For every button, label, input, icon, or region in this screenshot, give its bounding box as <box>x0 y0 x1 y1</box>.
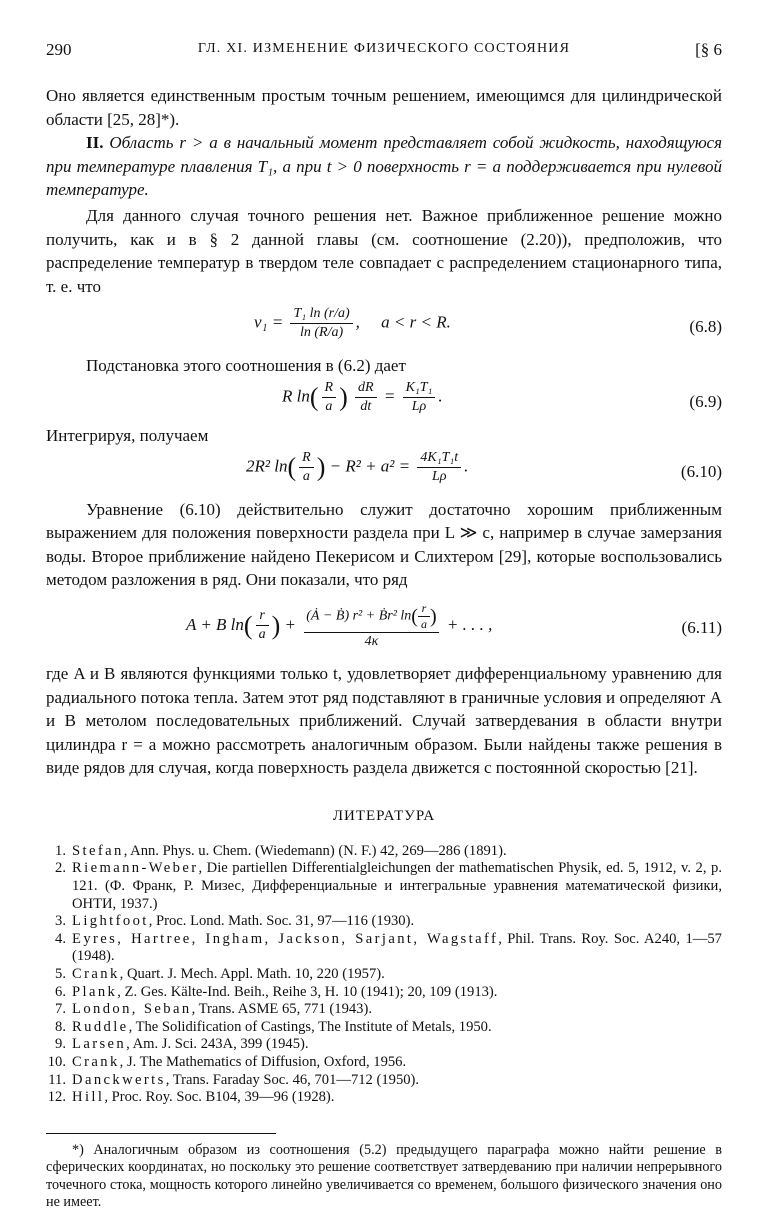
reference-item <box>46 860 722 913</box>
reference-author: Crank <box>72 966 120 983</box>
eq69-f1-num: R <box>322 380 337 398</box>
reference-item <box>46 966 722 984</box>
reference-citation: , Proc. Lond. Math. Soc. 31, 97—116 (1930). <box>148 913 415 930</box>
case-2-statement <box>46 131 722 202</box>
reference-author: Larsen <box>72 1036 127 1053</box>
reference-number: 9. <box>55 1036 66 1053</box>
eq610-number: (6.10) <box>680 461 722 481</box>
reference-citation: , J. The Mathematics of Diffusion, Oxford, 1956. <box>119 1054 407 1070</box>
eq611-denominator: 4κ <box>364 633 379 649</box>
reference-author: Danckwerts <box>72 1071 166 1088</box>
eq610-lhs: 2R² ln <box>246 455 288 475</box>
page-number: 290 <box>46 40 72 59</box>
reference-author: Ruddle <box>72 1018 129 1035</box>
equation-6-8 <box>46 302 722 350</box>
eq610-f2-den: Lρ <box>431 468 447 484</box>
reference-number: 12. <box>47 1089 66 1106</box>
reference-item <box>46 931 722 966</box>
eq611-f1-den: a <box>258 627 266 643</box>
eq611-lhs: A + B ln <box>186 614 244 634</box>
paragraph-2: Для данного случая точного решения нет. Важное приближенное решение можно получить, как и в § 2 данной главы (см. соотношение (2.20)), предположив, что распределение температур в твердом теле совпадает с распределением стационарного типа, т. е. что <box>46 205 722 296</box>
reference-author: Plank <box>72 983 118 1000</box>
reference-citation: , Proc. Roy. Soc. B104, 39—96 (1928). <box>104 1089 335 1106</box>
eq69-f3-num: K₁T₁ <box>403 380 436 398</box>
paragraph-1: Оно является единственным простым точным решением, имеющимся для цилиндрической области [25, 28]*). <box>46 86 722 129</box>
eq69-f2-num: dR <box>355 380 377 398</box>
equation-6-9: R ln( $\frac{R}{a}$ ) $\frac{dR}{dt}$ = $\frac{\text{K₁T₁}}{L\rho}$ . (6.9) <box>282 379 722 414</box>
paragraph-6: где A и B являются функциями только t, удовлетворяет дифференциальному уравнению для радиального потока тепла. Затем этот ряд подставляют в граничные условия и определяют A и B метолом последовательных приближений. Случай затвердевания в области внутри цилиндра r = a можно рассмотреть аналогичным образом. Были найдены также решения в виде рядов для случая, когда поверхность раздела движется с постоянной скоростью [21]. <box>46 663 722 778</box>
eq69-f2-den: dt <box>360 398 372 414</box>
reference-number: 6. <box>55 983 66 1000</box>
eq69-f3-den: Lρ <box>411 398 427 414</box>
eq69-end: . <box>438 386 443 406</box>
footnote-rule <box>46 1133 276 1134</box>
eq610-f2-num: 4K₁T₁t <box>417 450 461 468</box>
reference-author: Lightfoot <box>72 913 149 930</box>
paragraph-4: Интегрируя, получаем <box>46 425 209 445</box>
eq610-mid: − R² + a² = <box>329 455 411 475</box>
reference-author: London, Seban <box>72 1001 192 1018</box>
eq611-plus: + <box>284 614 296 634</box>
eq611-num-main: (Ȧ − Ḃ) r² + Ḃr² ln <box>306 608 412 624</box>
eq68-denominator: ln (R/a) <box>299 325 344 341</box>
literature-heading: ЛИТЕРАТУРА <box>332 807 436 824</box>
case-2-label: II. <box>86 133 104 153</box>
reference-item <box>46 913 722 931</box>
section-mark: [§ 6 <box>695 40 722 59</box>
eq69-lhs: R ln <box>282 386 310 406</box>
reference-citation: , Z. Ges. Kälte-Ind. Beih., Reihe 3, H. 10 (1941); 20, 109 (1913). <box>117 983 498 1000</box>
case-2-text: Область r > a в начальный момент представляет собой жидкость, находящуюся при температуре плавления T₁, а при t > 0 поверхность r = a поддерживается при нулевой температуре. <box>46 133 723 200</box>
reference-item <box>46 843 722 861</box>
reference-citation: , The Solidification of Castings, The Institute of Metals, 1950. <box>128 1018 492 1035</box>
paragraph-5: Уравнение (6.10) действительно служит достаточно хорошим приближенным выражением для положения поверхности раздела при L ≫ c, например в случае замерзания воды. Второе приближение найдено Пекерисом и Слихтером [29], которые воспользовались методом разложения в ряд. Они показали, что ряд <box>46 499 722 590</box>
eq69-number: (6.9) <box>689 391 722 411</box>
eq611-num-frac-den: a <box>420 616 427 631</box>
eq611-end: + . . . , <box>446 614 493 634</box>
reference-item <box>46 1072 722 1090</box>
reference-number: 8. <box>55 1018 66 1035</box>
eq611-number: (6.11) <box>681 617 722 637</box>
reference-author: Hill <box>72 1089 105 1106</box>
reference-author: Crank <box>72 1054 120 1070</box>
paragraph-3: Подстановка этого соотношения в (6.2) дает <box>86 356 406 376</box>
reference-citation: , Quart. J. Mech. Appl. Math. 10, 220 (1957). <box>119 966 385 983</box>
reference-number: 10. <box>47 1054 66 1070</box>
running-title: ГЛ. XI. ИЗМЕНЕНИЕ ФИЗИЧЕСКОГО СОСТОЯНИЯ <box>197 41 571 56</box>
reference-citation: , Ann. Phys. u. Chem. (Wiedemann) (N. F.) 42, 269—286 (1891). <box>123 842 507 859</box>
reference-number: 11. <box>48 1071 66 1088</box>
reference-citation: , Trans. ASME 65, 771 (1943). <box>191 1001 372 1018</box>
reference-citation: , Trans. Faraday Soc. 46, 701—712 (1950). <box>165 1071 420 1088</box>
reference-item <box>46 1036 722 1054</box>
eq68-number: (6.8) <box>689 317 722 337</box>
eq68-numerator: T₁ ln (r/a) <box>290 306 352 324</box>
reference-item <box>46 1019 722 1037</box>
eq610-end: . <box>464 455 469 475</box>
reference-item <box>46 1054 722 1072</box>
reference-author: Eyres, Hartree, Ingham, Jackson, Sarjant, Wagstaff <box>72 930 499 947</box>
reference-number: 4. <box>55 930 66 947</box>
footnote: *) Аналогичным образом из соотношения (5.2) предыдущего параграфа можно найти решение в сферических координатах, но поскольку это решение соответствует затвердеванию при наличии непрерывного точечного стока, мощность которого линейно увеличивается со временем, большого физического значения оно не имеет. <box>46 1141 722 1210</box>
reference-list <box>46 843 722 1107</box>
eq69-f1-den: a <box>325 398 333 414</box>
eq611-num-frac-num: r <box>418 602 430 617</box>
reference-author: Riemann-Weber <box>72 860 199 877</box>
reference-number: 7. <box>55 1001 66 1018</box>
reference-citation: , Die partiellen Differentialgleichungen der mathematischen Physik, ed. 5, 1912, v. 2, p. 121. (Ф. Франк, Р. Мизес, Дифференциальные и интегральные уравнения математической физики, ОНТИ, 1937.) <box>72 860 722 912</box>
eq69-equals: = <box>383 386 396 406</box>
reference-item <box>46 984 722 1002</box>
page <box>46 40 722 1211</box>
running-header <box>46 40 722 64</box>
reference-author: Stefan <box>72 842 124 859</box>
reference-number: 5. <box>55 966 66 983</box>
reference-citation: , Am. J. Sci. 243A, 399 (1945). <box>126 1036 309 1053</box>
reference-number: 2. <box>55 860 66 877</box>
reference-number: 1. <box>55 842 66 859</box>
eq611-f1-num: r <box>256 608 269 626</box>
eq68-lhs: v₁ = <box>254 312 284 332</box>
equation-6-10: 2R² ln( $\frac{R}{a}$ ) − R² + a² = $\frac{\text{4K₁T₁t}}{L\rho}$ . (6.10) <box>246 449 722 484</box>
eq68-condition: , a < r < R. <box>355 312 451 332</box>
reference-citation: , Phil. Trans. Roy. Soc. A240, 1—57 (1948). <box>72 930 722 965</box>
reference-number: 3. <box>55 913 66 930</box>
reference-item <box>46 1089 722 1107</box>
eq610-f1-num: R <box>299 450 314 468</box>
eq610-f1-den: a <box>302 468 310 484</box>
equation-6-11: A + B ln( $\frac{r}{a}$ ) + (Ȧ − Ḃ) r² + Ḃr² ln( $\frac{r}{a}$ ) 4κ + . . . , (6.11) <box>186 600 722 649</box>
reference-item <box>46 1001 722 1019</box>
